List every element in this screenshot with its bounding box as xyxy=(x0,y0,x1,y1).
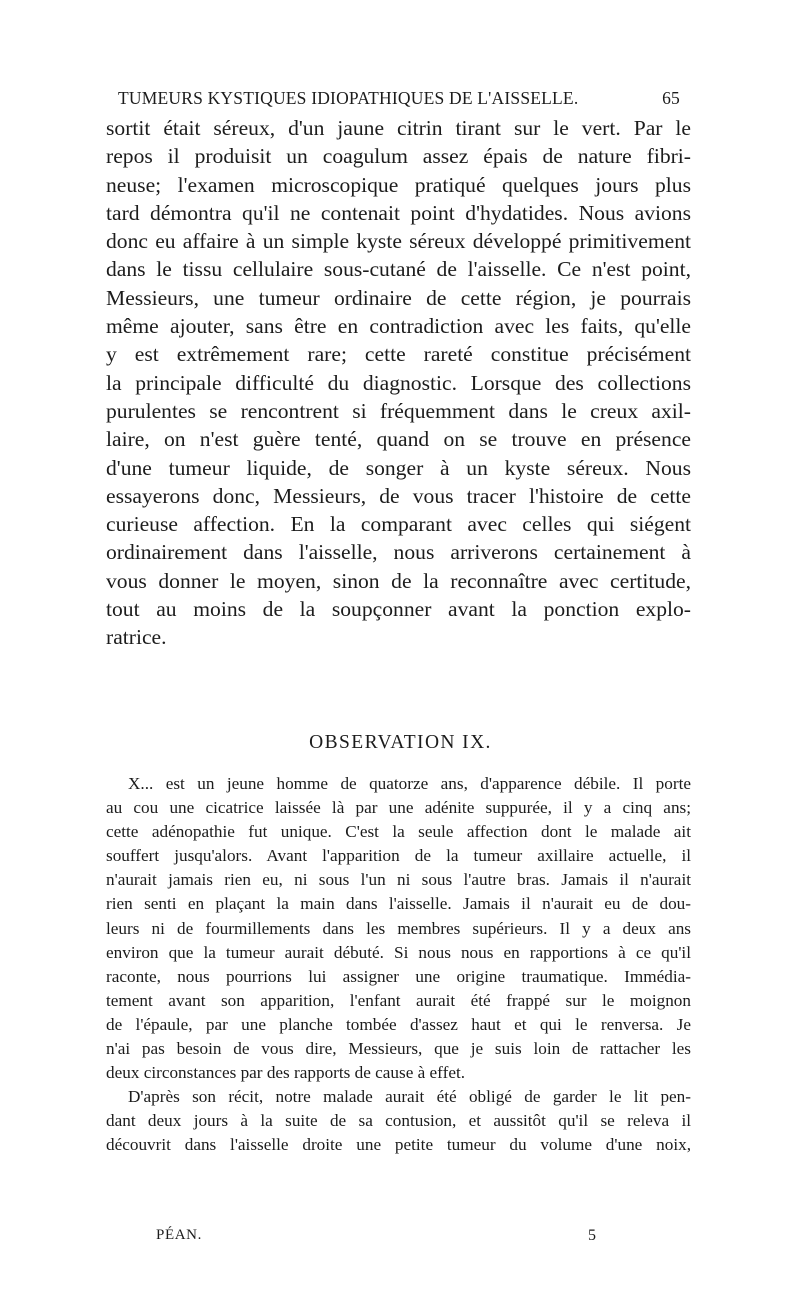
text-line: essayerons donc, Messieurs, de vous tracer l'histoire de cette xyxy=(106,483,691,508)
text-line: d'une tumeur liquide, de songer à un kyste séreux. Nous xyxy=(106,455,691,480)
text-line: même ajouter, sans être en contradiction avec les faits, qu'elle xyxy=(106,314,691,339)
signature-mark: PÉAN. xyxy=(156,1227,202,1243)
text-line: ratrice. xyxy=(106,625,167,650)
body-paragraph xyxy=(106,114,691,652)
text-line: y est extrêmement rare; cette rareté constitue précisément xyxy=(106,342,691,367)
text-line: sortit était séreux, d'un jaune citrin tirant sur le vert. Par le xyxy=(106,116,691,140)
observation-line: deux circonstances par des rapports de cause à effet. xyxy=(106,1063,466,1083)
text-line: laire, on n'est guère tenté, quand on se trouve en présence xyxy=(106,427,691,452)
text-line: dans le tissu cellulaire sous-cutané de l'aisselle. Ce n'est point, xyxy=(106,257,691,282)
observation-line: leurs ni de fourmillements dans les membres supérieurs. Il y a deux ans xyxy=(106,918,691,938)
observation-line: rien senti en plaçant la main dans l'aisselle. Jamais il n'aurait eu de dou- xyxy=(106,894,691,914)
observation-heading: OBSERVATION IX. xyxy=(309,732,492,753)
text-line: vous donner le moyen, sinon de la reconnaître avec certitude, xyxy=(106,568,691,593)
observation-line: environ que la tumeur aurait débuté. Si nous nous en rapportions à ce qu'il xyxy=(106,942,691,962)
observation-line: D'après son récit, notre malade aurait été obligé de garder le lit pen- xyxy=(128,1087,691,1107)
signature-number: 5 xyxy=(588,1227,596,1244)
observation-line: raconte, nous pourrions lui assigner une origine traumatique. Immédia- xyxy=(106,966,691,986)
observation-line: découvrit dans l'aisselle droite une petite tumeur du volume d'une noix, xyxy=(106,1135,691,1155)
text-line: repos il produisit un coagulum assez épais de nature fibri- xyxy=(106,144,691,169)
text-line: la principale difficulté du diagnostic. Lorsque des collections xyxy=(106,370,691,395)
observation-line: de l'épaule, par une planche tombée d'assez haut et qui le renversa. Je xyxy=(106,1014,691,1034)
text-line: tard démontra qu'il ne contenait point d'hydatides. Nous avions xyxy=(106,200,691,225)
observation-line: tement avant son apparition, l'enfant aurait été frappé sur le moignon xyxy=(106,990,691,1010)
observation-line: souffert jusqu'alors. Avant l'apparition de la tumeur axillaire actuelle, il xyxy=(106,846,691,866)
text-line: curieuse affection. En la comparant avec celles qui siégent xyxy=(106,512,691,537)
text-line: Messieurs, une tumeur ordinaire de cette région, je pourrais xyxy=(106,285,691,310)
page-footer xyxy=(156,1227,596,1249)
running-head xyxy=(118,88,680,112)
observation-paragraph xyxy=(106,772,691,1158)
observation-line: cette adénopathie fut unique. C'est la seule affection dont le malade ait xyxy=(106,822,691,842)
text-line: ordinairement dans l'aisselle, nous arriverons certainement à xyxy=(106,540,691,565)
text-line: neuse; l'examen microscopique pratiqué quelques jours plus xyxy=(106,172,691,197)
page-number: 65 xyxy=(662,88,680,108)
running-title: TUMEURS KYSTIQUES IDIOPATHIQUES DE L'AISSELLE. xyxy=(118,88,579,108)
observation-line: n'aurait jamais rien eu, ni sous l'un ni sous l'autre bras. Jamais il n'aurait xyxy=(106,870,691,890)
observation-line: dant deux jours à la suite de sa contusion, et aussitôt qu'il se releva il xyxy=(106,1111,691,1131)
observation-line: au cou une cicatrice laissée là par une adénite suppurée, il y a cinq ans; xyxy=(106,798,691,818)
text-line: tout au moins de la soupçonner avant la ponction explo- xyxy=(106,597,691,622)
observation-line: X... est un jeune homme de quatorze ans, d'apparence débile. Il porte xyxy=(128,774,691,793)
observation-line: n'ai pas besoin de vous dire, Messieurs, que je suis loin de rattacher les xyxy=(106,1039,691,1059)
text-line: purulentes se rencontrent si fréquemment dans le creux axil- xyxy=(106,398,691,423)
text-line: donc eu affaire à un simple kyste séreux développé primitivement xyxy=(106,229,691,254)
